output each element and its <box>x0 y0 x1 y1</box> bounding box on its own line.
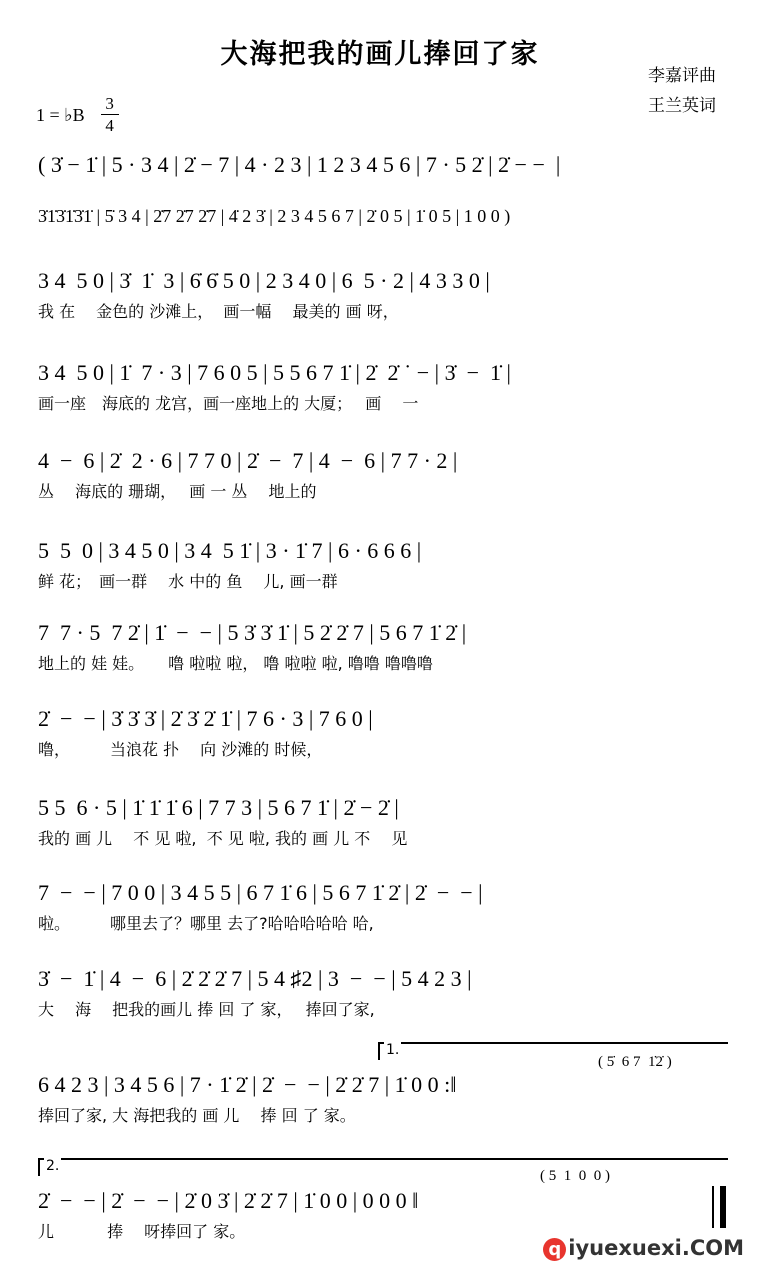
notation: ( 3̇ − 1̇ | 5 · 3 4 | 2̇ − 7 | 4 · 2 3 | 1 2 3 4 5 6 | 7 · 5 2̇ | 2̇ − − | <box>38 152 561 177</box>
final-thin-barline <box>712 1186 714 1228</box>
lyrics: 地上的 娃 娃。 噜 啦啦 啦， 噜 啦啦 啦, 噜噜 噜噜噜 <box>38 654 433 674</box>
lyrics: 啦。 哪里去了？哪里 去了?哈哈哈哈哈 哈, <box>38 914 374 934</box>
score-line-v1-e <box>38 620 728 674</box>
score-line-v1-g <box>38 795 728 849</box>
lyrics: 大 海 把我的画儿 捧 回 了 家， 捧回了家, <box>38 1000 375 1020</box>
notation: 7 − − | 7 0 0 | 3 4 5 5 | 6 7 1̇ 6 | 5 6 7 1̇ 2̇ | 2̇ − − | <box>38 880 483 905</box>
page-title: 大海把我的画儿捧回了家 <box>220 39 540 70</box>
lyrics: 画一座 海底的 龙宫，画一座地上的 大厦； 画 一 <box>38 394 419 414</box>
score-line-v1-b <box>38 360 728 414</box>
notation: 6 4 2 3 | 3 4 5 6 | 7 · 1̇ 2̇ | 2̇ − − | 2̇ 2̇ 7 | 1̇ 0 0 :‖ <box>38 1072 457 1097</box>
watermark-text: iyuexuexi.COM <box>568 1236 744 1260</box>
key-signature <box>36 96 119 135</box>
watermark <box>543 1236 744 1261</box>
ossia-2 <box>540 1168 730 1185</box>
score-line-v1-d <box>38 538 728 592</box>
lyricist-credit: 王兰英词 <box>648 95 716 116</box>
lyrics: 噜， 当浪花 扑 向 沙滩的 时候， <box>38 740 323 760</box>
score-line-ending-2 <box>38 1188 728 1242</box>
final-barline <box>720 1186 726 1228</box>
notation: 5 5 0 | 3 4 5 0 | 3 4 5 1̇ | 3 · 1̇ 7 | 6 · 6 6 6 | <box>38 538 422 563</box>
notation: 5 5 6 · 5 | 1̇ 1̇ 1̇ 6 | 7 7 3 | 5 6 7 1̇ | 2̇ − 2̇ | <box>38 795 399 820</box>
lyrics: 丛 海底的 珊瑚， 画 一 丛 地上的 <box>38 482 317 502</box>
composer-credit: 李嘉评曲 <box>648 66 716 86</box>
notation: 7 7 · 5 7 2̇ | 1̇ − − | 5 3̇ 3̇ 1̇ | 5 2̇ 2̇ 7 | 5 6 7 1̇ 2̇ | <box>38 620 467 645</box>
notation: ( 5 1 0 0 ) <box>540 1168 610 1184</box>
key-label: 1 = ♭B <box>36 105 85 125</box>
watermark-logo-icon: q <box>543 1238 566 1261</box>
score-line-v1-f <box>38 706 728 760</box>
score-line-v1-c <box>38 448 728 502</box>
notation: 2̇ − − | 3̇ 3̇ 3̇ | 2̇ 3̇ 2̇ 1̇ | 7 6 · 3 | 7 6 0 | <box>38 706 373 731</box>
lyrics: 儿 捧 呀捧回了 家。 <box>38 1222 246 1242</box>
notation: 3̇1̇3̇1̇3̇1̇ | 5̇ 3 4 | 2̇7 2̇7 2̇7 | 4̇ 2 3̇ | 2 3 4 5 6 7 | 2̇ 0 5 | 1̇ 0 5 | 1 0 0 ) <box>38 206 511 226</box>
meter-denominator: 4 <box>105 116 114 135</box>
credits <box>648 62 716 122</box>
ossia-1 <box>598 1054 738 1071</box>
lyrics: 捧回了家, 大 海把我的 画 儿 捧 回 了 家。 <box>38 1106 356 1126</box>
volta-1-label: 1. <box>386 1042 400 1058</box>
score-line-v1-i <box>38 966 728 1020</box>
notation: 4 − 6 | 2̇ 2 · 6 | 7 7 0 | 2̇ − 7 | 4 − 6 | 7 7 · 2 | <box>38 448 458 473</box>
score-line-v1-a <box>38 268 728 322</box>
notation: ( 5̇ 6 7 1̇2̇ ) <box>598 1054 672 1070</box>
lyrics: 我 在 金色的 沙滩上， 画一幅 最美的 画 呀， <box>38 302 399 322</box>
notation: 2̇ − − | 2̇ − − | 2̇ 0 3̇ | 2̇ 2̇ 7 | 1̇ 0 0 | 0 0 0 ‖ <box>38 1188 419 1213</box>
score-line-ending-1 <box>38 1072 728 1126</box>
score-line-intro-2 <box>38 206 728 227</box>
volta-2-label: 2. <box>46 1158 60 1174</box>
notation: 3̇ − 1̇ | 4 − 6 | 2̇ 2̇ 2̇ 7 | 5 4 ♯2 | 3 − − | 5 4 2 3 | <box>38 966 472 991</box>
score-line-intro-1 <box>38 152 728 177</box>
score-line-v1-h <box>38 880 728 934</box>
lyrics: 鲜 花； 画一群 水 中的 鱼 儿, 画一群 <box>38 572 338 592</box>
notation: 3 4 5 0 | 3̇ 1̇ 3 | 6̇ 6̇ 5 0 | 2 3 4 0 | 6 5 · 2 | 4 3 3 0 | <box>38 268 490 293</box>
notation: 3 4 5 0 | 1̇ 7 · 3 | 7 6 0 5 | 5 5 6 7 1̇ | 2̇ 2̇ ˙ − | 3̇ − 1̇ | <box>38 360 511 385</box>
time-signature <box>101 95 119 134</box>
meter-divider <box>101 114 119 115</box>
lyrics: 我的 画 儿 不 见 啦, 不 见 啦, 我的 画 儿 不 见 <box>38 829 408 849</box>
meter-numerator: 3 <box>105 94 114 113</box>
